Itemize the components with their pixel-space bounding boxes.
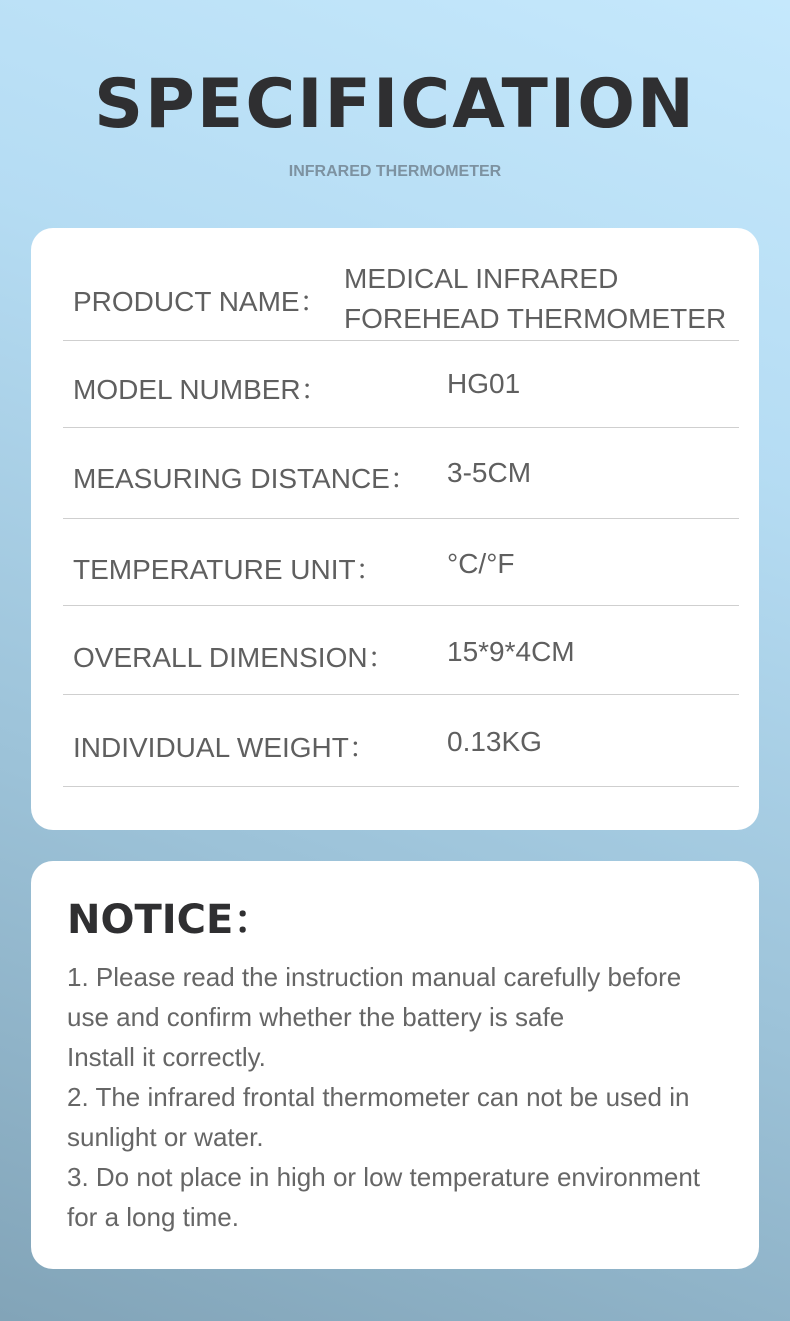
spec-row-model-number (63, 341, 739, 428)
spec-row-temperature-unit (63, 519, 739, 606)
spec-row-product-name (63, 250, 739, 341)
notice-text (67, 957, 737, 1237)
spec-value-measuring-distance: 3-5CM (447, 457, 532, 488)
page-title: SPECIFICATION (94, 65, 696, 144)
spec-row-measuring-distance (63, 428, 739, 519)
spec-label-product-name: PRODUCT NAME： (73, 286, 328, 317)
notice-line: 2. The infrared frontal thermometer can not be used in (67, 1082, 690, 1112)
notice-line: 3. Do not place in high or low temperature environment (67, 1162, 701, 1192)
notice-line: sunlight or water. (67, 1122, 264, 1152)
spec-value-product-name (344, 259, 726, 339)
notice-line: for a long time. (67, 1202, 239, 1232)
spec-row-overall-dimension (63, 606, 739, 695)
notice-line: use and confirm whether the battery is safe (67, 1002, 565, 1032)
spec-row-individual-weight (63, 695, 739, 787)
page-subtitle: INFRARED THERMOMETER (288, 163, 502, 180)
spec-value-product-name-line1: MEDICAL INFRARED (344, 263, 619, 294)
spec-value-temperature-unit: °C/°F (447, 548, 515, 579)
spec-value-overall-dimension: 15*9*4CM (447, 636, 575, 667)
spec-value-product-name-line2: FOREHEAD THERMOMETER (344, 303, 727, 334)
spec-label-model-number: MODEL NUMBER： (73, 374, 329, 405)
notice-line: Install it correctly. (67, 1042, 266, 1072)
spec-value-individual-weight: 0.13KG (447, 726, 542, 757)
notice-line: 1. Please read the instruction manual carefully before (67, 962, 682, 992)
spec-label-temperature-unit: TEMPERATURE UNIT： (73, 554, 384, 585)
notice-title: NOTICE： (67, 897, 274, 943)
specification-card (31, 228, 759, 830)
spec-label-measuring-distance: MEASURING DISTANCE： (73, 463, 418, 494)
notice-card (31, 861, 759, 1269)
spec-label-overall-dimension: OVERALL DIMENSION： (73, 642, 396, 673)
spec-label-individual-weight: INDIVIDUAL WEIGHT： (73, 732, 377, 763)
spec-value-model-number: HG01 (447, 368, 521, 399)
